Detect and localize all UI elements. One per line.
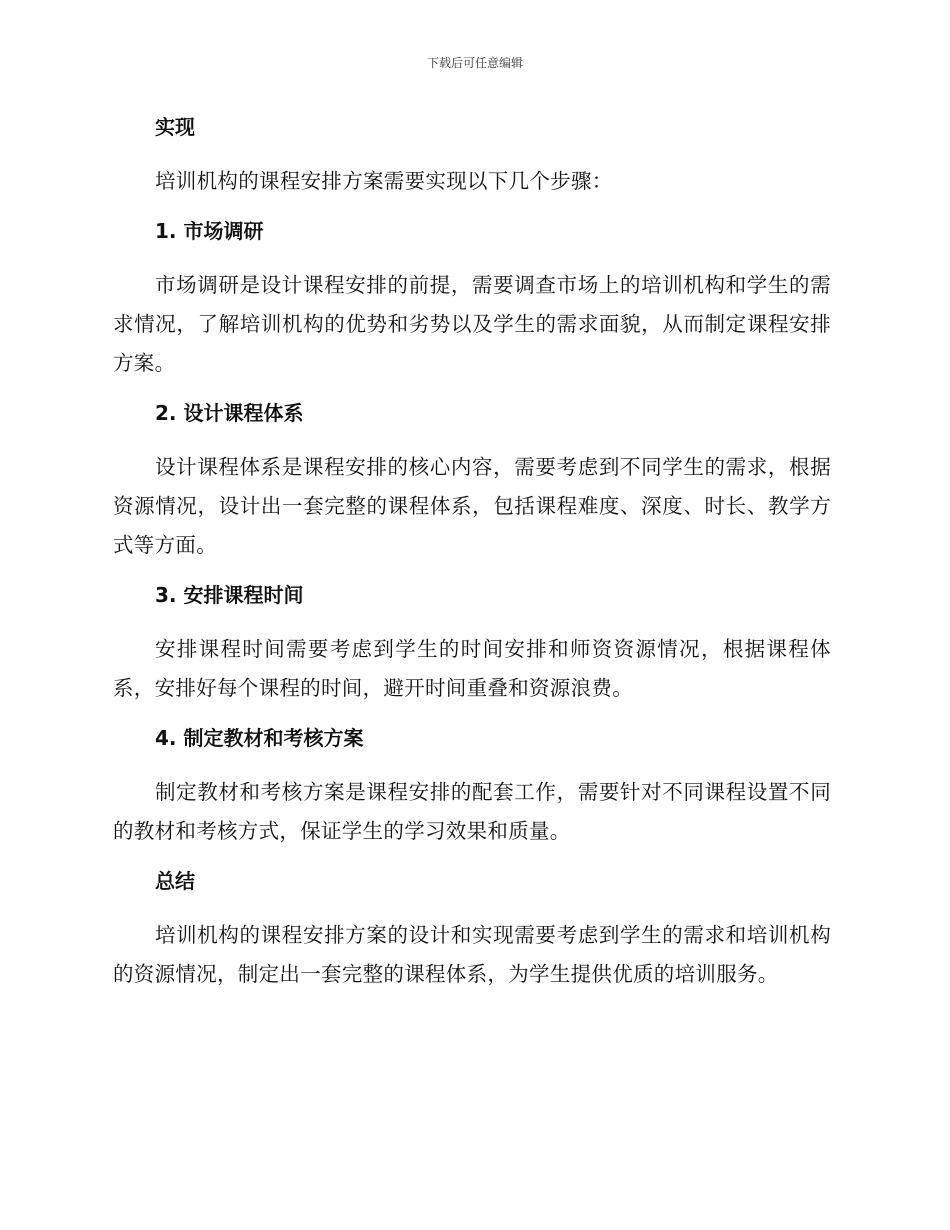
- step-heading-course-system: 2. 设计课程体系: [155, 401, 304, 425]
- header-note: 下载后可任意编辑: [426, 56, 523, 70]
- step-heading-market-research: 1. 市场调研: [155, 219, 264, 243]
- paragraph-market-research: 市场调研是设计课程安排的前提，需要调查市场上的培训机构和学生的需求情况，了解培训机构的优势和劣势以及学生的需求面貌，从而制定课程安排方案。: [113, 273, 831, 375]
- section-heading-implementation: 实现: [155, 115, 195, 139]
- paragraph-schedule: 安排课程时间需要考虑到学生的时间安排和师资资源情况，根据课程体系，安排好每个课程的时间，避开时间重叠和资源浪费。: [113, 637, 831, 700]
- document-body: [113, 110, 831, 1007]
- section-heading-summary: 总结: [155, 869, 195, 893]
- paragraph-summary: 培训机构的课程安排方案的设计和实现需要考虑到学生的需求和培训机构的资源情况，制定出一套完整的课程体系，为学生提供优质的培训服务。: [113, 923, 831, 986]
- paragraph-course-system: 设计课程体系是课程安排的核心内容，需要考虑到不同学生的需求，根据资源情况，设计出一套完整的课程体系，包括课程难度、深度、时长、教学方式等方面。: [113, 455, 831, 557]
- step-heading-schedule: 3. 安排课程时间: [155, 583, 304, 607]
- step-heading-materials-assessment: 4. 制定教材和考核方案: [155, 726, 364, 750]
- intro-paragraph: 培训机构的课程安排方案需要实现以下几个步骤：: [155, 169, 613, 193]
- paragraph-materials-assessment: 制定教材和考核方案是课程安排的配套工作，需要针对不同课程设置不同的教材和考核方式，保证学生的学习效果和质量。: [113, 780, 831, 843]
